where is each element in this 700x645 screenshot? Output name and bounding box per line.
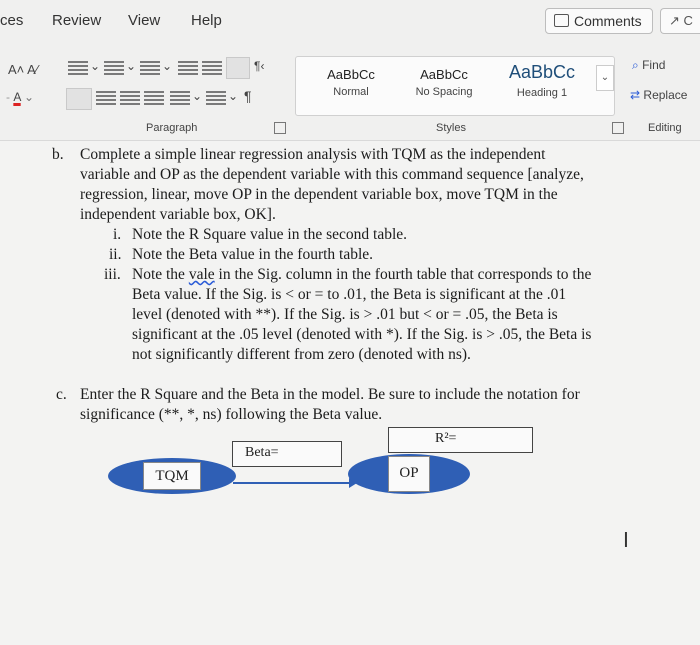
menu-review[interactable]: Review [52,12,102,29]
list-marker-i: i. [113,226,122,243]
paragraph-b [80,145,584,225]
style-name: Normal [333,86,369,98]
comments-label: Comments [574,13,642,29]
op-label: OP [399,465,419,481]
line-spacing-dropdown-icon[interactable]: ⌄ [192,89,203,103]
list-marker-b: b. [52,146,64,163]
menu-bar [0,0,700,44]
menu-view[interactable]: View [128,12,161,29]
styles-dialog-launcher-icon[interactable] [612,122,624,134]
styles-gallery [295,56,615,116]
list-marker-ii: ii. [109,246,122,263]
beta-label: Beta= [245,445,279,460]
share-button[interactable] [660,8,700,34]
op-label-box [388,456,430,492]
paragraph-dialog-launcher-icon[interactable] [274,122,286,134]
style-no-spacing[interactable] [399,57,489,115]
text-line: Beta value. If the Sig. is < or = to .01, the Beta is significant at the .01 [132,286,567,303]
decrease-indent-icon[interactable] [178,61,198,75]
numbering-dropdown-icon[interactable]: ⌄ [126,59,137,73]
regression-arrow[interactable] [233,482,351,484]
styles-more-chevron-down-icon[interactable]: ⌄ [596,65,614,91]
tqm-label-box [143,462,201,490]
search-icon: ⌕ [632,58,639,72]
tqm-label: TQM [155,468,189,484]
font-color-icon: A [13,90,21,104]
replace-button[interactable] [630,88,687,102]
style-sample: AaBbCc [508,62,576,82]
sub-item-i-text: Note the R Square value in the second table. [132,226,408,243]
justify-icon[interactable] [144,91,164,105]
line-spacing-icon[interactable] [170,91,190,105]
group-label-styles: Styles [436,122,466,134]
comments-button[interactable] [545,8,653,34]
bullets-icon[interactable] [68,61,88,75]
group-label-editing: Editing [648,122,682,134]
misspelled-word[interactable]: vale [188,266,215,283]
style-sample: AaBbCc [420,67,468,82]
font-size-grow-button[interactable]: A˄ A⁄ [8,62,38,77]
bullets-dropdown-icon[interactable]: ⌄ [90,59,101,73]
r-square-textbox[interactable] [388,427,533,453]
style-heading-1[interactable] [492,57,592,115]
list-marker-iii: iii. [104,266,121,283]
numbering-icon[interactable] [104,61,124,75]
list-marker-c: c. [56,386,67,403]
multilevel-list-icon[interactable] [140,61,160,75]
text-line [132,265,591,285]
text-line: variable and OP as the dependent variable with this command sequence [analyze, [80,166,584,183]
ltr-direction-icon[interactable] [226,57,250,79]
show-formatting-icon[interactable]: ¶ [244,88,252,104]
style-name: Heading 1 [516,87,568,99]
style-name: No Spacing [415,86,473,98]
share-icon: ↗ C [669,13,693,28]
ribbon [0,44,700,141]
align-left-icon[interactable] [66,88,92,110]
text-line: independent variable box, OK]. [80,206,276,223]
comment-icon [554,14,569,27]
op-ellipse[interactable] [348,454,470,494]
text-cursor-ibeam-icon: I [623,528,629,552]
replace-icon: ⇄ [630,88,641,102]
find-label: Find [642,58,666,72]
text-line: level (denoted with **). If the Sig. is > .01 but < or = .05, the Beta is [132,306,558,323]
font-color-dropdown[interactable]: - A ⌄ [6,90,35,104]
group-label-paragraph: Paragraph [146,122,198,134]
paragraph-c [80,385,580,425]
text-fragment: Note the [132,266,189,283]
text-fragment: in the Sig. column in the fourth table that corresponds to the [214,266,592,283]
r-square-label: R²= [435,431,457,446]
style-sample: AaBbCc [327,67,375,82]
document-page[interactable] [0,141,700,645]
shading-icon[interactable] [206,91,226,105]
text-line: Enter the R Square and the Beta in the model. Be sure to include the notation for [80,386,580,403]
text-line: not significantly different from zero (denoted with ns). [132,346,471,363]
text-line: significant at the .05 level (denoted with *). If the Sig. is > .05, the Beta is [132,326,592,343]
style-normal[interactable] [306,57,396,115]
text-line: regression, linear, move OP in the dependent variable box, move TQM in the [80,186,558,203]
beta-textbox[interactable] [232,441,342,467]
multilevel-dropdown-icon[interactable]: ⌄ [162,59,173,73]
menu-help[interactable]: Help [191,12,222,29]
sub-item-iii-text [132,265,591,365]
replace-label: Replace [643,88,688,102]
text-line: Complete a simple linear regression analysis with TQM as the independent [80,146,546,163]
increase-indent-icon[interactable] [202,61,222,75]
menu-references-cut[interactable]: ces [0,12,24,29]
sub-item-ii-text: Note the Beta value in the fourth table. [132,246,374,263]
align-center-icon[interactable] [96,91,116,105]
shading-dropdown-icon[interactable]: ⌄ [228,89,239,103]
align-right-icon[interactable] [120,91,140,105]
rtl-direction-icon[interactable]: ¶‹ [254,59,265,73]
find-button[interactable] [632,58,665,73]
text-line: significance (**, *, ns) following the Beta value. [80,406,383,423]
tqm-ellipse[interactable] [108,458,236,494]
